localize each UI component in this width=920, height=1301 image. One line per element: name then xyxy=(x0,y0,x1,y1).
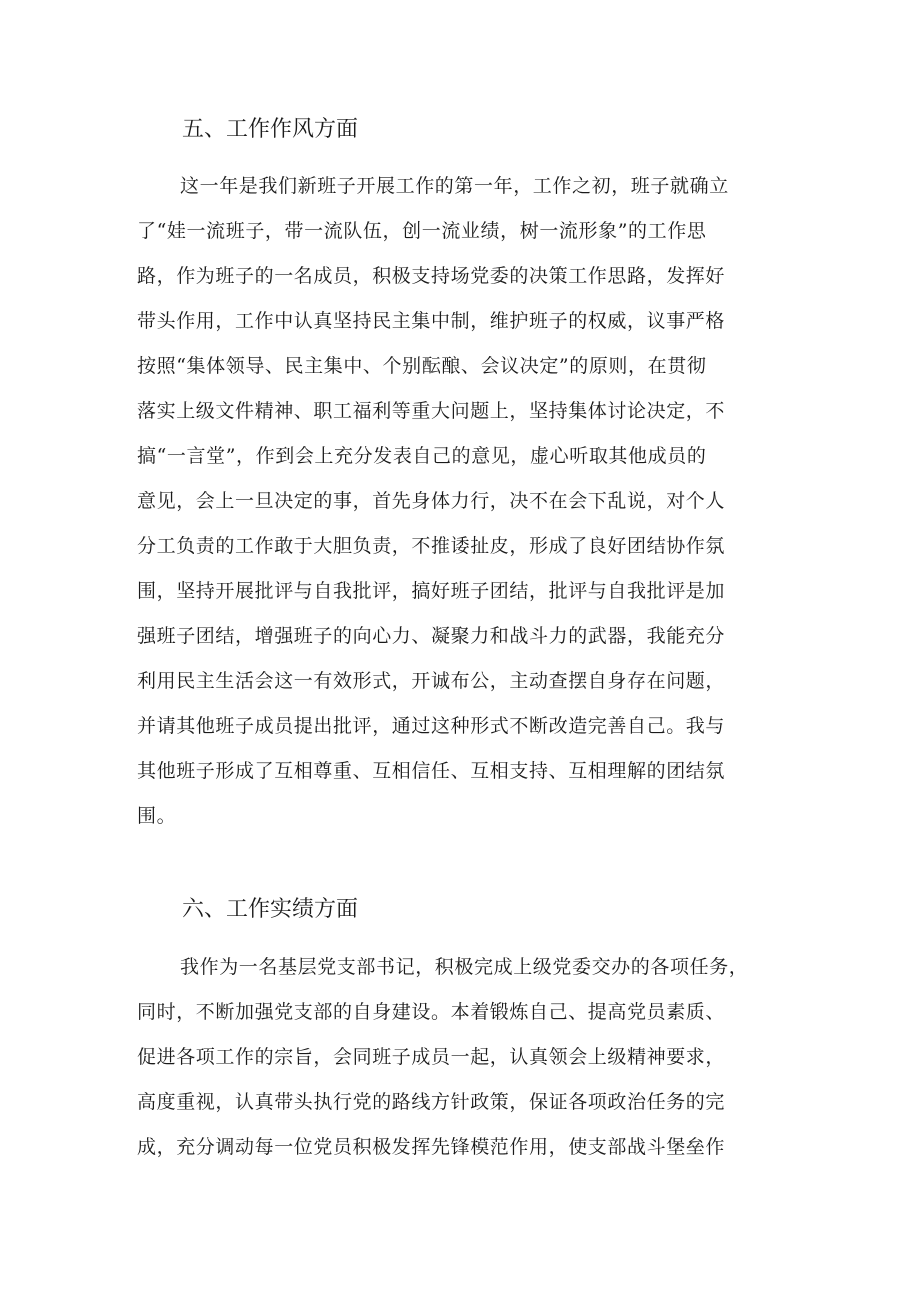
paragraph-line: 同时，不断加强党支部的自身建设。本着锻炼自己、提高党员素质、 xyxy=(137,1001,726,1023)
paragraph-line: 我作为一名基层党支部书记，积极完成上级党委交办的各项任务， xyxy=(180,956,749,978)
paragraph-line: 落实上级文件精神、职工福利等重大问题上，坚持集体讨论决定，不 xyxy=(137,400,726,422)
section-heading-work-style: 五、工作作风方面 xyxy=(182,117,359,142)
paragraph-work-style xyxy=(137,164,797,839)
paragraph-line: 其他班子形成了互相尊重、互相信任、互相支持、互相理解的团结氛 xyxy=(137,760,726,782)
paragraph-line: 按照“集体领导、民主集中、个别酝酿、会议决定”的原则，在贯彻 xyxy=(137,355,707,377)
paragraph-line: 这一年是我们新班子开展工作的第一年，工作之初，班子就确立 xyxy=(180,175,729,197)
paragraph-line: 带头作用，工作中认真坚持民主集中制，维护班子的权威，议事严格 xyxy=(137,310,726,332)
paragraph-line: 了“娃一流班子，带一流队伍，创一流业绩，树一流形象”的工作思 xyxy=(137,220,707,242)
paragraph-line: 高度重视，认真带头执行党的路线方针政策，保证各项政治任务的完 xyxy=(137,1091,726,1113)
paragraph-line: 围，坚持开展批评与自我批评，搞好班子团结，批评与自我批评是加 xyxy=(137,580,726,602)
paragraph-line: 强班子团结，增强班子的向心力、凝聚力和战斗力的武器，我能充分 xyxy=(137,625,726,647)
paragraph-line: 意见，会上一旦决定的事，首先身体力行，决不在会下乱说，对个人 xyxy=(137,490,726,512)
paragraph-line: 促进各项工作的宗旨，会同班子成员一起，认真领会上级精神要求， xyxy=(137,1046,726,1068)
paragraph-line: 成，充分调动每一位党员积极发挥先锋模范作用，使支部战斗堡垒作 xyxy=(137,1136,726,1158)
paragraph-line: 路，作为班子的一名成员，积极支持场党委的决策工作思路，发挥好 xyxy=(137,265,726,287)
section-heading-work-achievements: 六、工作实绩方面 xyxy=(182,897,359,922)
paragraph-line: 搞“一言堂”，作到会上充分发表自己的意见，虚心听取其他成员的 xyxy=(137,445,707,467)
paragraph-work-achievements xyxy=(137,945,797,1170)
paragraph-line: 围。 xyxy=(137,805,177,827)
paragraph-line: 利用民主生活会这一有效形式，开诚布公，主动查摆自身存在问题， xyxy=(137,670,726,692)
paragraph-line: 并请其他班子成员提出批评，通过这种形式不断改造完善自己。我与 xyxy=(137,715,726,737)
paragraph-line: 分工负责的工作敢于大胆负责，不推诿扯皮，形成了良好团结协作氛 xyxy=(137,535,726,557)
